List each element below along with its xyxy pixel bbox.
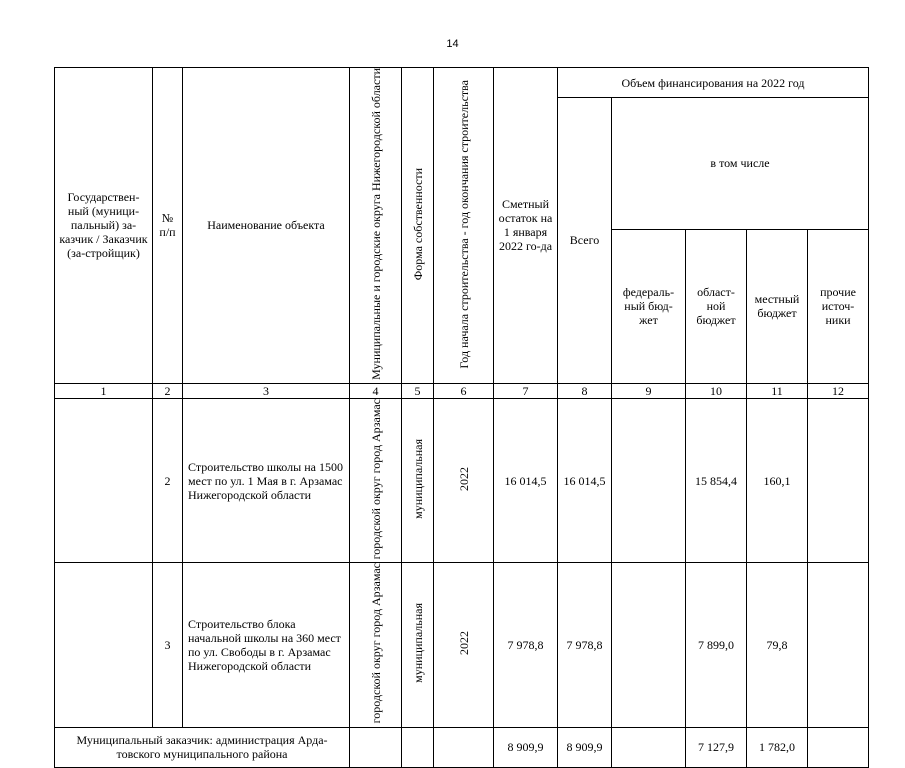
summary-total: 8 909,9 <box>558 727 612 767</box>
column-number: 3 <box>183 383 350 398</box>
table-row <box>55 398 869 562</box>
row-index: 2 <box>153 398 183 562</box>
column-number: 5 <box>402 383 434 398</box>
row-estimate-balance: 16 014,5 <box>494 398 558 562</box>
row-municipality-cell <box>350 398 402 562</box>
summary-ownership <box>402 727 434 767</box>
row-years: 2022 <box>456 467 471 492</box>
column-number: 2 <box>153 383 183 398</box>
row-regional: 15 854,4 <box>686 398 747 562</box>
table-row <box>55 563 869 727</box>
row-federal <box>612 398 686 562</box>
column-number: 10 <box>686 383 747 398</box>
column-number: 6 <box>434 383 494 398</box>
header-years-cell <box>434 68 494 384</box>
column-number: 1 <box>55 383 153 398</box>
row-index: 3 <box>153 563 183 727</box>
row-total: 7 978,8 <box>558 563 612 727</box>
row-total: 16 014,5 <box>558 398 612 562</box>
column-number: 8 <box>558 383 612 398</box>
row-municipality: городской округ город Арзамас <box>368 398 383 560</box>
column-number: 4 <box>350 383 402 398</box>
column-numbers-row <box>55 383 869 398</box>
summary-other <box>808 727 869 767</box>
row-object-name: Строительство школы на 1500 мест по ул. 1 Мая в г. Арзамас Нижегородской области <box>183 398 350 562</box>
row-federal <box>612 563 686 727</box>
row-municipality-cell <box>350 563 402 727</box>
summary-row <box>55 727 869 767</box>
header-municipality: Муниципальные и городские округа Нижегородской области <box>368 68 383 380</box>
header-ownership-cell <box>402 68 434 384</box>
column-number: 9 <box>612 383 686 398</box>
row-local: 79,8 <box>747 563 808 727</box>
summary-estimate-balance: 8 909,9 <box>494 727 558 767</box>
header-customer: Государствен-ный (муници-пальный) за-казчик / Заказчик (за-стройщик) <box>55 68 153 384</box>
header-ownership: Форма собственности <box>410 167 425 281</box>
header-object-name: Наименование объекта <box>183 68 350 384</box>
column-number: 11 <box>747 383 808 398</box>
row-customer <box>55 398 153 562</box>
summary-federal <box>612 727 686 767</box>
header-including: в том числе <box>612 98 869 230</box>
row-ownership-cell <box>402 398 434 562</box>
header-other: прочие источ-ники <box>808 229 869 383</box>
header-local: местный бюджет <box>747 229 808 383</box>
row-estimate-balance: 7 978,8 <box>494 563 558 727</box>
column-number: 7 <box>494 383 558 398</box>
row-years-cell <box>434 398 494 562</box>
row-ownership-cell <box>402 563 434 727</box>
column-number: 12 <box>808 383 869 398</box>
header-index: № п/п <box>153 68 183 384</box>
row-years-cell <box>434 563 494 727</box>
header-regional: област-ной бюджет <box>686 229 747 383</box>
row-ownership: муниципальная <box>410 603 425 684</box>
row-customer <box>55 563 153 727</box>
row-object-name: Строительство блока начальной школы на 360 мест по ул. Свободы в г. Арзамас Нижегородской области <box>183 563 350 727</box>
header-municipality-cell <box>350 68 402 384</box>
header-federal: федераль-ный бюд-жет <box>612 229 686 383</box>
row-municipality: городской округ город Арзамас <box>368 563 383 724</box>
summary-label: Муниципальный заказчик: администрация Арда-товского муниципального района <box>55 727 350 767</box>
financing-table <box>54 67 869 768</box>
summary-years <box>434 727 494 767</box>
row-ownership: муниципальная <box>410 439 425 519</box>
row-regional: 7 899,0 <box>686 563 747 727</box>
row-local: 160,1 <box>747 398 808 562</box>
row-other <box>808 563 869 727</box>
summary-municipality <box>350 727 402 767</box>
page-number: 14 <box>446 38 459 50</box>
summary-local: 1 782,0 <box>747 727 808 767</box>
header-estimate-balance: Сметный остаток на 1 января 2022 го-да <box>494 68 558 384</box>
row-other <box>808 398 869 562</box>
summary-regional: 7 127,9 <box>686 727 747 767</box>
header-funding-group: Объем финансирования на 2022 год <box>558 68 869 98</box>
header-years: Год начала строительства - год окончания строительства <box>456 79 471 369</box>
header-total: Всего <box>558 98 612 384</box>
row-years: 2022 <box>456 631 471 656</box>
